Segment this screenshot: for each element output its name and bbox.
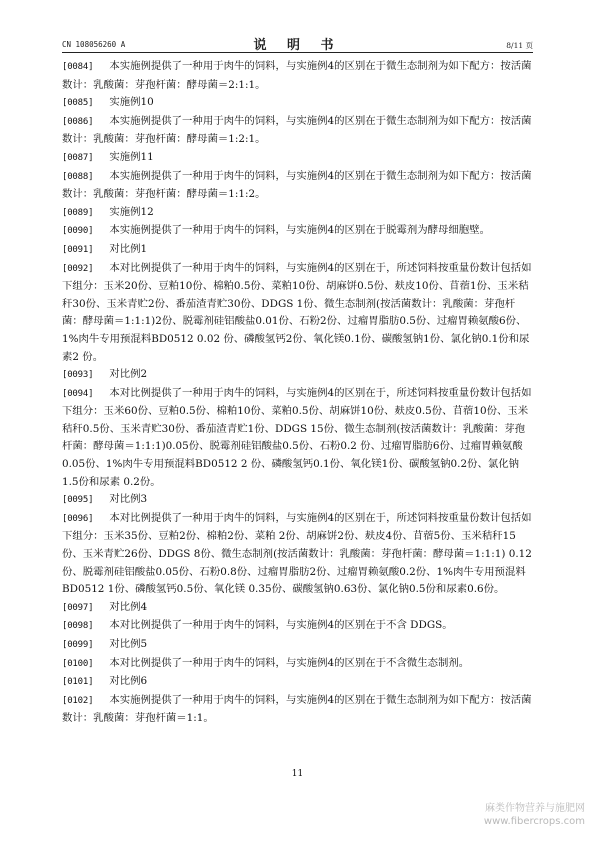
paragraph <box>62 673 534 692</box>
paragraph-number: [0091] <box>62 244 94 255</box>
paragraph-number: [0097] <box>62 602 94 613</box>
paragraph <box>62 222 534 241</box>
paragraph <box>62 260 534 367</box>
paragraph <box>62 636 534 655</box>
paragraph <box>62 510 534 599</box>
paragraph-text: 本实施例提供了一种用于肉牛的饲料，与实施例4的区别在于微生态制剂为如下配方：按活菌数计：乳酸菌：芽孢杆菌：酵母菌＝1:1:2。 <box>62 169 532 201</box>
paragraph <box>62 241 534 260</box>
document-title: 说 明 书 <box>253 38 342 53</box>
paragraph-number: [0099] <box>62 640 94 650</box>
paragraph-text: 本对比例提供了一种用于肉牛的饲料，与实施例4的区别在于，所述饲料按重量份数计包括如下组分：玉米60份、豆粕0.5份、棉粕10份、菜粕0.5份、胡麻饼10份、麸皮0.5份、苜蓿10份、玉米秸秆0.5份、玉米青贮30份、番茄渣青贮1份、DDGS 15份、微生态制剂(按活菌数计：乳酸菌：芽孢杆菌：酵母菌＝1:1:1)0.05份、脱霉剂硅铝酸盐0.5份、石粉0.2 份、过瘤胃脂肪6份、过瘤胃赖氨酸0.05份、1%肉牛专用预混料BD0512 2 份、磷酸氢钙0.1份、氧化镁1份、碳酸氢钠0.2份、氯化钠1.5份和尿素 0.2份。 <box>62 386 532 488</box>
paragraph-number: [0095] <box>62 495 94 506</box>
paragraph <box>62 94 534 113</box>
paragraph-text: 本实施例提供了一种用于肉牛的饲料，与实施例4的区别在于微生态制剂为如下配方：按活菌数计：乳酸菌：芽孢杆菌：酵母菌＝2:1:1。 <box>62 60 532 91</box>
paragraph <box>62 617 534 636</box>
page-number: 11 <box>291 769 304 779</box>
paragraph-number: [0088] <box>62 171 94 182</box>
paragraph-text: 本实施例提供了一种用于肉牛的饲料，与实施例4的区别在于微生态制剂为如下配方：按活菌数计：乳酸菌：芽孢杆菌：酵母菌＝1:2:1。 <box>62 114 532 146</box>
paragraph <box>62 113 534 149</box>
paragraph <box>62 491 534 510</box>
paragraph <box>62 655 534 674</box>
paragraph-number: [0102] <box>62 695 94 706</box>
paragraph <box>62 692 534 728</box>
paragraph-number: [0092] <box>62 263 94 274</box>
paragraph-text: 本实施例提供了一种用于肉牛的饲料，与实施例4的区别在于微生态制剂为如下配方：按活菌数计：乳酸菌：芽孢杆菌＝1:1。 <box>62 693 532 725</box>
paragraph-text: 对比例6 <box>109 675 148 688</box>
paragraph <box>62 168 534 204</box>
paragraph-number: [0093] <box>62 370 94 381</box>
paragraph-text: 本对比例提供了一种用于肉牛的饲料，与实施例4的区别在于不含微生态制剂。 <box>109 656 470 669</box>
paragraph-text: 对比例1 <box>109 242 148 255</box>
paragraph <box>62 204 534 223</box>
paragraph-text: 实施例12 <box>109 205 154 218</box>
page-indicator: 8/11 页 <box>506 41 533 50</box>
paragraph-number: [0087] <box>62 152 94 163</box>
paragraph-text: 本对比例提供了一种用于肉牛的饲料，与实施例4的区别在于，所述饲料按重量份数计包括如下组分：玉米35份、豆粕2份、棉粕2份、菜粕 2份、胡麻饼2份、麸皮4份、苜蓿5份、玉米秸秆15份、玉米青贮26份、DDGS 8份、微生态制剂(按活菌数计：乳酸菌：芽孢杆菌：酵母菌＝1:1:1) 0.12份、脱霉剂硅铝酸盐0.05份、石粉0.8份、过瘤胃脂肪2份、过瘤胃赖氨酸0.2份、1%肉牛专用预混料BD0512 1份、磷酸氢钙0.5份、氧化镁 0.35份、碳酸氢钠0.63份、氯化钠0.5份和尿素0.6份。 <box>62 511 532 596</box>
paragraph-text: 实施例10 <box>109 96 154 109</box>
paragraph-number: [0101] <box>62 677 94 688</box>
paragraph-number: [0100] <box>62 658 94 669</box>
paragraph-text: 对比例2 <box>109 368 148 381</box>
paragraph-text: 本实施例提供了一种用于肉牛的饲料，与实施例4的区别在于脱霉剂为酵母细胞壁。 <box>109 224 490 237</box>
paragraph-text: 对比例5 <box>109 638 148 650</box>
paragraph <box>62 149 534 168</box>
document-body <box>62 58 534 728</box>
watermark-url: www.fibercrops.com <box>483 816 585 827</box>
paragraph-text: 对比例3 <box>109 493 148 506</box>
paragraph-text: 本对比例提供了一种用于肉牛的饲料，与实施例4的区别在于不含 DDGS。 <box>109 619 453 632</box>
paragraph <box>62 385 534 492</box>
page-header <box>62 30 533 53</box>
paragraph-text: 实施例11 <box>109 150 154 163</box>
paragraph <box>62 58 534 94</box>
paragraph <box>62 599 534 618</box>
paragraph-number: [0089] <box>62 207 94 218</box>
site-watermark <box>484 802 585 828</box>
paragraph-number: [0094] <box>62 388 94 399</box>
paragraph-number: [0084] <box>62 62 94 72</box>
paragraph-text: 本对比例提供了一种用于肉牛的饲料，与实施例4的区别在于，所述饲料按重量份数计包括如下组分：玉米20份、豆粕10份、棉粕0.5份、菜粕10份、胡麻饼0.5份、麸皮10份、苜蓿1份、玉米秸秆30份、玉米青贮2份、番茄渣青贮30份、DDGS 1份、微生态制剂(按活菌数计：乳酸菌：芽孢杆菌：酵母菌＝1:1:1)2份、脱霉剂硅铝酸盐0.01份、石粉2份、过瘤胃脂肪0.5份、过瘤胃赖氨酸6份、1%肉牛专用预混料BD0512 0.02 份、磷酸氢钙2份、氧化镁0.1份、碳酸氢钠1份、氯化钠0.1份和尿素2 份。 <box>62 261 532 363</box>
publication-number: CN 108056260 A <box>62 40 126 49</box>
watermark-site-name: 麻类作物营养与施肥网 <box>485 803 585 814</box>
paragraph-number: [0090] <box>62 226 94 237</box>
paragraph <box>62 366 534 385</box>
paragraph-number: [0086] <box>62 116 94 127</box>
paragraph-text: 对比例4 <box>109 600 148 613</box>
paragraph-number: [0098] <box>62 621 94 632</box>
paragraph-number: [0096] <box>62 513 94 524</box>
paragraph-number: [0085] <box>62 98 94 109</box>
